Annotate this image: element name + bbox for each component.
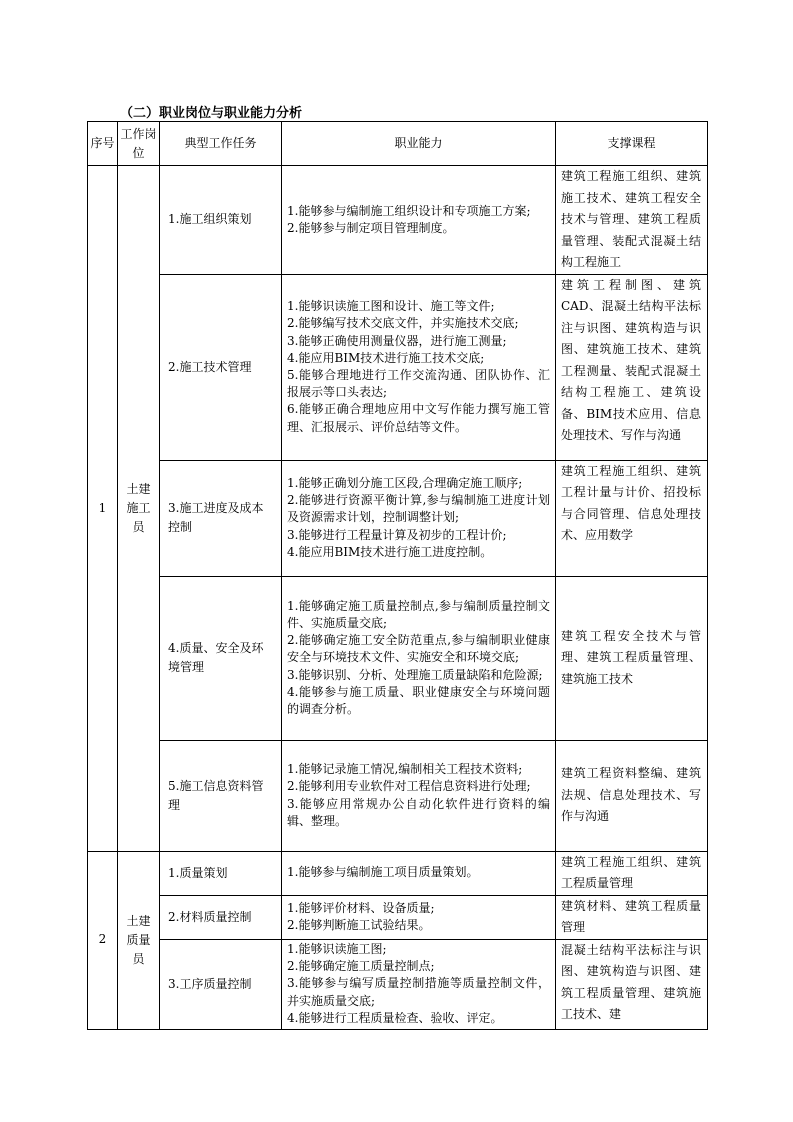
ability-item: 2.能够参与制定项目管理制度。 <box>287 220 455 235</box>
ability-item: 6.能够正确合理地应用中文写作能力撰写施工管理、汇报展示、评价总结等文件。 <box>287 402 550 434</box>
ability-item: 1.能够识读施工图和设计、施工等文件; <box>287 299 495 314</box>
ability-item: 1.能够识读施工图; <box>287 941 387 956</box>
course-cell: 混凝土结构平法标注与识图、建筑构造与识图、建筑工程质量管理、建筑施工技术、建 <box>556 939 708 1029</box>
ability-item: 4.能应用BIM技术进行施工进度控制。 <box>287 544 493 559</box>
section-title: （二）职业岗位与职业能力分析 <box>120 106 303 121</box>
ability-item: 3.能够正确使用测量仪器，进行施工测量; <box>287 333 507 348</box>
header-ability: 职业能力 <box>282 122 556 166</box>
ability-item: 1.能够记录施工情况,编制相关工程技术资料; <box>287 762 523 777</box>
table-row <box>88 274 708 460</box>
ability-item: 2.能够确定施工质量控制点; <box>287 959 435 974</box>
table-row <box>88 576 708 740</box>
ability-cell <box>282 895 556 939</box>
table-row <box>88 895 708 939</box>
ability-item: 2.能够利用专业软件对工程信息资料进行处理; <box>287 779 531 794</box>
course-cell: 建筑材料、建筑工程质量管理 <box>556 895 708 939</box>
header-no: 序号 <box>88 122 118 166</box>
header-task: 典型工作任务 <box>160 122 282 166</box>
table-header-row <box>88 122 708 166</box>
ability-item: 2.能够判断施工试验结果。 <box>287 918 431 932</box>
task-cell: 5.施工信息资料管理 <box>160 740 282 851</box>
task-cell: 1.质量策划 <box>160 851 282 895</box>
ability-item: 2.能够编写技术交底文件，并实施技术交底; <box>287 316 519 331</box>
ability-item: 4.能够参与施工质量、职业健康安全与环境问题的调查分析。 <box>287 684 550 716</box>
task-cell: 3.施工进度及成本控制 <box>160 460 282 576</box>
job-ability-table <box>87 121 708 1030</box>
header-post: 工作岗位 <box>118 122 160 166</box>
task-cell: 3.工序质量控制 <box>160 939 282 1029</box>
ability-item: 1.能够确定施工质量控制点,参与编制质量控制文件、实施质量交底; <box>287 598 550 630</box>
task-cell: 2.材料质量控制 <box>160 895 282 939</box>
ability-cell <box>282 274 556 460</box>
ability-item: 3.能够应用常规办公自动化软件进行资料的编辑、整理。 <box>287 796 550 828</box>
course-cell: 建筑工程安全技术与管理、建筑工程质量管理、建筑施工技术 <box>556 576 708 740</box>
course-cell: 建筑工程施工组织、建筑工程计量与计价、招投标与合同管理、信息处理技术、应用数学 <box>556 460 708 576</box>
ability-item: 4.能应用BIM技术进行施工技术交底; <box>287 350 485 365</box>
table-row <box>88 939 708 1029</box>
task-cell: 4.质量、安全及环境管理 <box>160 576 282 740</box>
ability-cell <box>282 939 556 1029</box>
course-cell: 建筑工程制图、建筑CAD、混凝土结构平法标注与识图、建筑构造与识图、建筑施工技术、建筑工程测量、装配式混凝土结构工程施工、建筑设备、BIM技术应用、信息处理技术、写作与沟通 <box>556 274 708 460</box>
course-cell: 建筑工程施工组织、建筑施工技术、建筑工程安全技术与管理、建筑工程质量管理、装配式混凝土结构工程施工 <box>556 166 708 275</box>
ability-cell <box>282 576 556 740</box>
ability-item: 2.能够确定施工安全防范重点,参与编制职业健康安全与环境技术文件、实施安全和环境交底; <box>287 633 550 665</box>
ability-item: 4.能够进行工程质量检查、验收、评定。 <box>287 1010 503 1025</box>
ability-item: 3.能够识别、分析、处理施工质量缺陷和危险源; <box>287 667 543 682</box>
task-cell: 1.施工组织策划 <box>160 166 282 275</box>
group-post: 土建施工员 <box>118 166 160 852</box>
table-row <box>88 740 708 851</box>
group-number: 1 <box>88 166 118 852</box>
group-number: 2 <box>88 851 118 1029</box>
ability-cell <box>282 740 556 851</box>
ability-cell <box>282 166 556 275</box>
header-course: 支撑课程 <box>556 122 708 166</box>
table-row <box>88 166 708 275</box>
group-post: 土建质量员 <box>118 851 160 1029</box>
task-cell: 2.施工技术管理 <box>160 274 282 460</box>
table-row <box>88 460 708 576</box>
ability-item: 1.能够参与编制施工项目质量策划。 <box>287 865 479 880</box>
course-cell: 建筑工程施工组织、建筑工程质量管理 <box>556 851 708 895</box>
ability-item: 3.能够参与编写质量控制措施等质量控制文件，并实施质量交底; <box>287 976 550 1008</box>
ability-cell <box>282 460 556 576</box>
ability-cell <box>282 851 556 895</box>
ability-item: 5.能够合理地进行工作交流沟通、团队协作、汇报展示等口头表达; <box>287 368 550 400</box>
ability-item: 1.能够评价材料、设备质量; <box>287 900 435 915</box>
ability-item: 2.能够进行资源平衡计算,参与编制施工进度计划及资源需求计划，控制调整计划; <box>287 493 550 525</box>
course-cell: 建筑工程资料整编、建筑法规、信息处理技术、写作与沟通 <box>556 740 708 851</box>
table-row <box>88 851 708 895</box>
ability-item: 3.能够进行工程量计算及初步的工程计价; <box>287 527 507 542</box>
ability-item: 1.能够正确划分施工区段,合理确定施工顺序; <box>287 475 523 490</box>
ability-item: 1.能够参与编制施工组织设计和专项施工方案; <box>287 203 531 218</box>
